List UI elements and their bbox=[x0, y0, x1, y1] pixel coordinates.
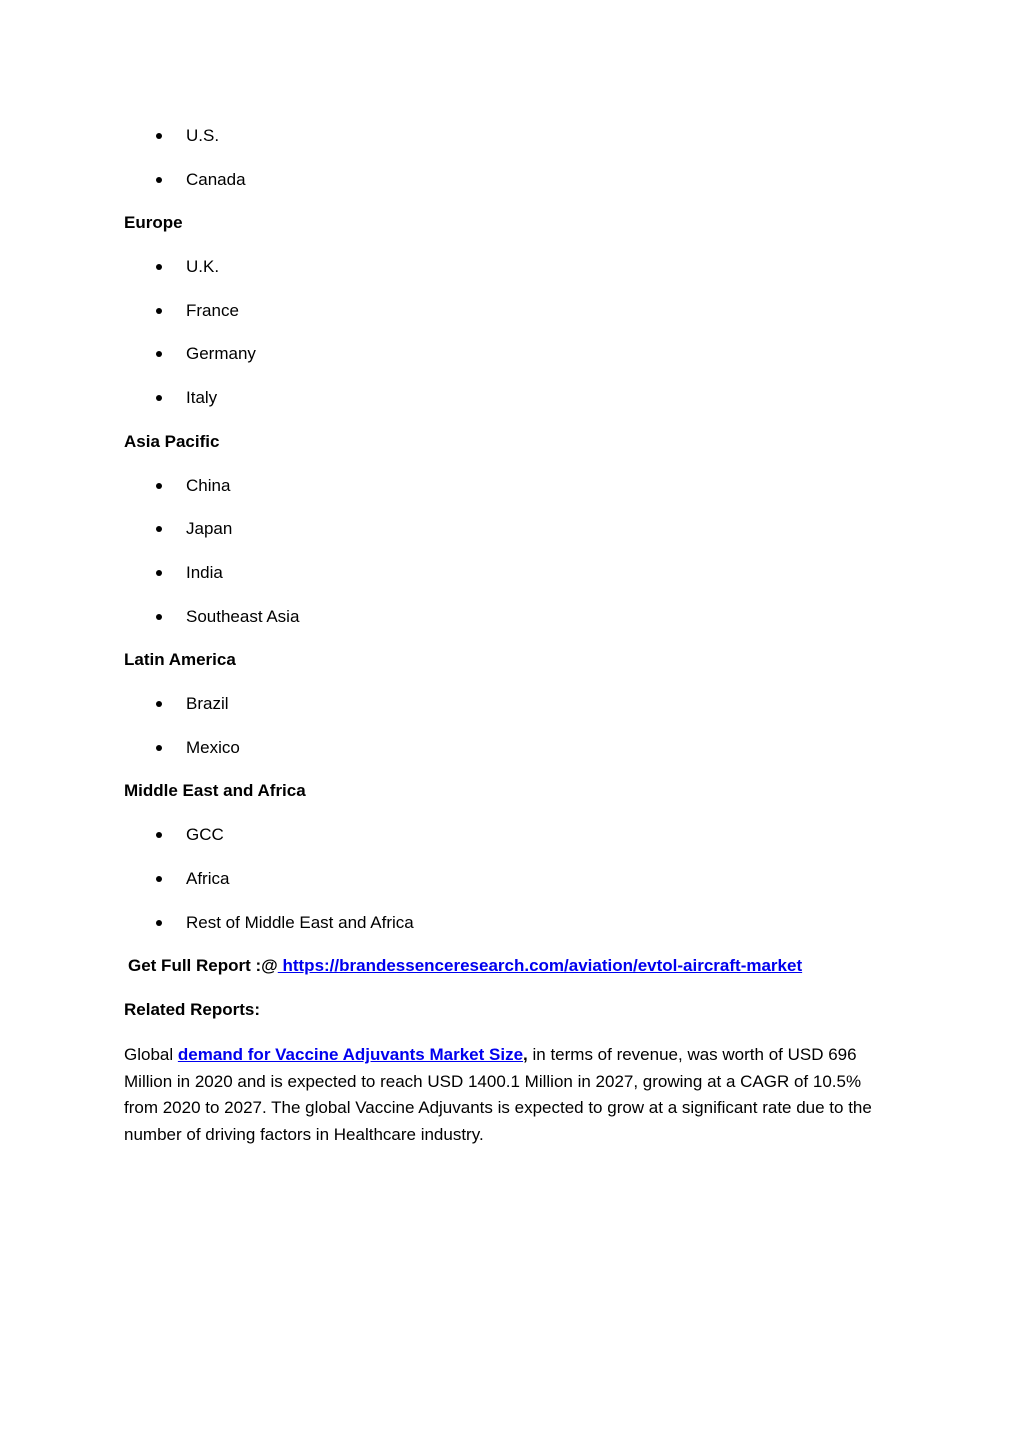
vaccine-adjuvants-link[interactable]: demand for Vaccine Adjuvants Market Size bbox=[177, 1045, 524, 1064]
list-item-gcc bbox=[186, 824, 224, 846]
list-item-label: U.K. bbox=[186, 257, 220, 276]
list-item-france bbox=[186, 300, 239, 322]
region-heading-latin-america: Latin America bbox=[124, 650, 236, 669]
bullet-icon bbox=[156, 351, 162, 357]
list-item-label: Rest of Middle East and Africa bbox=[186, 913, 414, 932]
bullet-icon bbox=[156, 701, 162, 707]
list-item-china bbox=[186, 475, 230, 497]
list-item-label: Germany bbox=[186, 344, 256, 363]
list-item-brazil bbox=[186, 693, 229, 715]
list-item-label: India bbox=[186, 563, 223, 582]
related-report-paragraph bbox=[124, 1042, 899, 1149]
region-heading-mea: Middle East and Africa bbox=[124, 781, 306, 800]
related-reports-heading: Related Reports: bbox=[124, 1000, 261, 1019]
list-item-label: Japan bbox=[186, 519, 233, 538]
bullet-icon bbox=[156, 483, 162, 489]
list-item-label: Canada bbox=[186, 170, 246, 189]
list-item-india bbox=[186, 562, 223, 584]
region-heading-asia-pacific: Asia Pacific bbox=[124, 432, 220, 451]
bullet-icon bbox=[156, 570, 162, 576]
list-item-southeast-asia bbox=[186, 606, 299, 628]
list-item-label: Brazil bbox=[186, 694, 229, 713]
bullet-icon bbox=[156, 308, 162, 314]
list-item-label: China bbox=[186, 476, 231, 495]
bullet-icon bbox=[156, 614, 162, 620]
paragraph-prefix: Global bbox=[124, 1045, 178, 1064]
list-item-uk bbox=[186, 256, 219, 278]
list-item-mexico bbox=[186, 737, 240, 759]
bullet-icon bbox=[156, 395, 162, 401]
paragraph-comma: , bbox=[523, 1045, 528, 1064]
bullet-icon bbox=[156, 876, 162, 882]
list-item-japan bbox=[186, 518, 232, 540]
list-item-italy bbox=[186, 387, 217, 409]
list-item-label: GCC bbox=[186, 825, 224, 844]
region-heading-europe: Europe bbox=[124, 213, 183, 232]
list-item-label: Mexico bbox=[186, 738, 240, 757]
list-item-africa bbox=[186, 868, 229, 890]
paragraph-body: in terms of revenue, was worth of USD 696 Million in 2020 and is expected to reach USD 1400.1 Million in 2027, growing at a CAGR of 10.5% from 2020 to 2027. The global Vaccine Adjuvants is expected to grow at a significant rate due to the number of driving factors in Healthcare industry. bbox=[124, 1045, 872, 1145]
list-item-germany bbox=[186, 343, 256, 365]
list-item-label: U.S. bbox=[186, 126, 220, 145]
list-item-label: France bbox=[186, 301, 239, 320]
list-item-label: Africa bbox=[186, 869, 230, 888]
list-item-label: Italy bbox=[186, 388, 218, 407]
list-item-label: Southeast Asia bbox=[186, 607, 300, 626]
bullet-icon bbox=[156, 832, 162, 838]
full-report-line bbox=[128, 955, 802, 977]
full-report-label: Get Full Report :@ bbox=[128, 956, 278, 975]
bullet-icon bbox=[156, 177, 162, 183]
list-item-rest-of-mea bbox=[186, 912, 414, 934]
bullet-icon bbox=[156, 920, 162, 926]
bullet-icon bbox=[156, 133, 162, 139]
list-item-canada bbox=[186, 169, 246, 191]
bullet-icon bbox=[156, 745, 162, 751]
bullet-icon bbox=[156, 526, 162, 532]
list-item-us bbox=[186, 125, 219, 147]
full-report-link[interactable]: https://brandessenceresearch.com/aviation/evtol-aircraft-market bbox=[277, 956, 803, 975]
bullet-icon bbox=[156, 264, 162, 270]
